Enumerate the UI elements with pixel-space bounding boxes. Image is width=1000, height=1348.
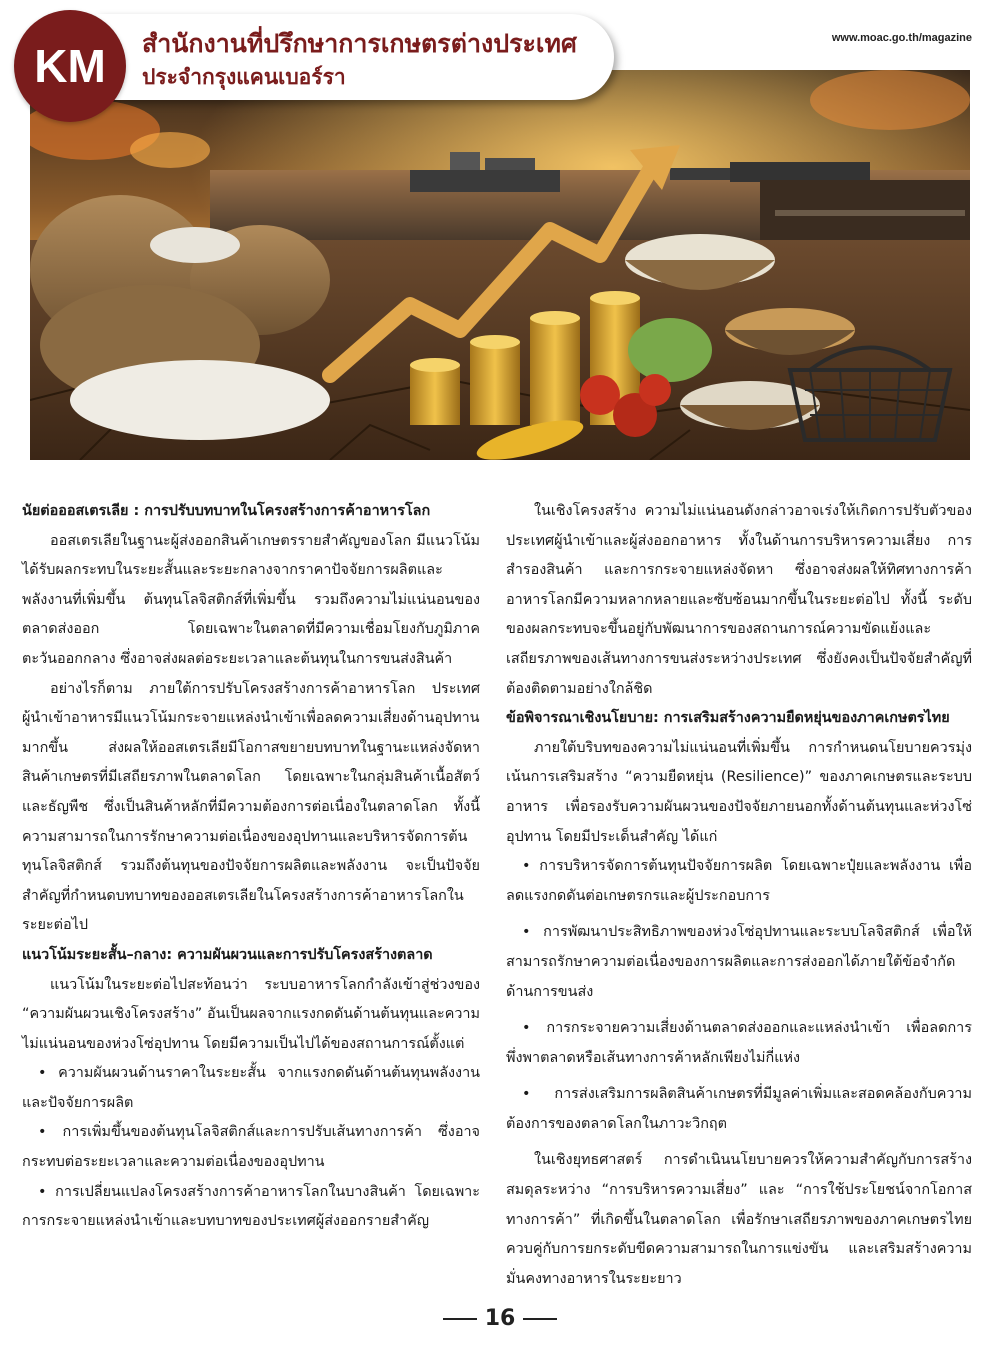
website-link[interactable]: www.moac.go.th/magazine (831, 32, 972, 44)
paragraph: แนวโน้มในระยะต่อไปสะท้อนว่า ระบบอาหารโลกกำลังเข้าสู่ช่วงของ “ความผันผวนเชิงโครงสร้าง” อันเป็นผลจากแรงกดดันด้านต้นทุนและความไม่แน่นอนของห่วงโซ่อุปทาน โดยมีความเป็นไปได้ของสถานการณ์ตั้งแต่ (22, 976, 480, 1052)
hero-illustration (30, 70, 970, 460)
page-number-dash-right (523, 1318, 557, 1320)
right-column (506, 497, 972, 1294)
left-column (22, 497, 480, 1237)
bullet-item: • การส่งเสริมการผลิตสินค้าเกษตรที่มีมูลค่าเพิ่มและสอดคล้องกับความต้องการของตลาดโลกในภาวะวิกฤต (506, 1086, 972, 1132)
paragraph: ในเชิงโครงสร้าง ความไม่แน่นอนดังกล่าวอาจเร่งให้เกิดการปรับตัวของประเทศผู้นำเข้าและผู้ส่งออกอาหาร ทั้งในด้านการบริหารความเสี่ยง การสำรองสินค้า และการกระจายแหล่งจัดหา ซึ่งอาจส่งผลให้ทิศทางการค้าอาหารโลกมีความหลากหลายและซับซ้อนมากขึ้นในระยะต่อไป ทั้งนี้ ระดับของผลกระทบจะขึ้นอยู่กับพัฒนาการของสถานการณ์ความขัดแย้งและเสถียรภาพของเส้นทางการขนส่งระหว่างประเทศ ซึ่งยังคงเป็นปัจจัยสำคัญที่ต้องติดตามอย่างใกล้ชิด (506, 503, 972, 697)
paragraph: ภายใต้บริบทของความไม่แน่นอนที่เพิ่มขึ้น การกำหนดนโยบายควรมุ่งเน้นการเสริมสร้าง “ความยืดหยุ่น (Resilience)” ของภาคเกษตรและระบบอาหาร เพื่อรองรับความผันผวนของปัจจัยภายนอกทั้งด้านต้นทุนและห่วงโซ่อุปทาน โดยมีประเด็นสำคัญ ได้แก่ (506, 739, 972, 845)
page-number (0, 1306, 1000, 1331)
section-heading: นัยต่อออสเตรเลีย : การปรับบทบาทในโครงสร้างการค้าอาหารโลก (22, 503, 431, 519)
paragraph: อย่างไรก็ตาม ภายใต้การปรับโครงสร้างการค้าอาหารโลก ประเทศผู้นำเข้าอาหารมีแนวโน้มกระจายแหล่งนำเข้าเพื่อลดความเสี่ยงด้านอุปทานมากขึ้น ส่งผลให้ออสเตรเลียมีโอกาสขยายบทบาทในฐานะแหล่งจัดหาสินค้าเกษตรที่มีเสถียรภาพในตลาดโลก โดยเฉพาะในกลุ่มสินค้าเนื้อสัตว์และธัญพืช ซึ่งเป็นสินค้าหลักที่มีความต้องการต่อเนื่องในตลาดโลก ทั้งนี้ ความสามารถในการรักษาความต่อเนื่องของอุปทานและบริหารจัดการต้นทุนโลจิสติกส์ รวมถึงต้นทุนของปัจจัยการผลิตและพลังงาน จะเป็นปัจจัยสำคัญที่กำหนดบทบาทของออสเตรเลียในโครงสร้างการค้าอาหารโลกในระยะต่อไป (22, 680, 480, 934)
office-subtitle: ประจำกรุงแคนเบอร์รา (142, 65, 346, 89)
title-banner (96, 14, 614, 100)
office-title: สำนักงานที่ปรึกษาการเกษตรต่างประเทศ (142, 29, 577, 58)
bullet-item: • การเปลี่ยนแปลงโครงสร้างการค้าอาหารโลกในบางสินค้า โดยเฉพาะการกระจายแหล่งนำเข้าและบทบาทของประเทศผู้ส่งออกรายสำคัญ (22, 1183, 480, 1230)
section-heading: ข้อพิจารณาเชิงนโยบาย: การเสริมสร้างความยืดหยุ่นของภาคเกษตรไทย (506, 710, 950, 727)
page-number-value: 16 (484, 1306, 516, 1331)
paragraph: ในเชิงยุทธศาสตร์ การดำเนินนโยบายควรให้ความสำคัญกับการสร้างสมดุลระหว่าง “การบริหารความเสี่ยง” และ “การใช้ประโยชน์จากโอกาสทางการค้า” ที่เกิดขึ้นในตลาดโลก เพื่อรักษาเสถียรภาพของภาคเกษตรไทย ควบคู่กับการยกระดับขีดความสามารถในการแข่งขัน และเสริมสร้างความมั่นคงทางอาหารในระยะยาว (506, 1152, 972, 1287)
paragraph: ออสเตรเลียในฐานะผู้ส่งออกสินค้าเกษตรรายสำคัญของโลก มีแนวโน้มได้รับผลกระทบในระยะสั้นและระยะกลางจากราคาปัจจัยการผลิตและพลังงานที่เพิ่มขึ้น ต้นทุนโลจิสติกส์ที่เพิ่มขึ้น รวมถึงความไม่แน่นอนของตลาดส่งออก โดยเฉพาะในตลาดที่มีความเชื่อมโยงกับภูมิภาคตะวันออกกลาง ซึ่งอาจส่งผลต่อระยะเวลาและต้นทุนในการขนส่งสินค้า (22, 532, 480, 667)
bullet-item: • การบริหารจัดการต้นทุนปัจจัยการผลิต โดยเฉพาะปุ๋ยและพลังงาน เพื่อลดแรงกดดันต่อเกษตรกรและผู้ประกอบการ (506, 858, 972, 904)
km-logo: KM (14, 10, 126, 122)
bullet-item: • ความผันผวนด้านราคาในระยะสั้น จากแรงกดดันด้านต้นทุนพลังงานและปัจจัยการผลิต (22, 1065, 480, 1111)
burlap-sack-icon (30, 195, 330, 440)
section-heading: แนวโน้มระยะสั้น–กลาง: ความผันผวนและการปรับโครงสร้างตลาด (22, 946, 433, 963)
bullet-item: • การเพิ่มขึ้นของต้นทุนโลจิสติกส์และการปรับเส้นทางการค้า ซึ่งอาจกระทบต่อระยะเวลาและความต่อเนื่องของอุปทาน (22, 1124, 480, 1171)
hero-scene (30, 70, 970, 460)
page-number-dash-left (443, 1318, 477, 1320)
bullet-item: • การพัฒนาประสิทธิภาพของห่วงโซ่อุปทานและระบบโลจิสติกส์ เพื่อให้สามารถรักษาความต่อเนื่องของการผลิตและการส่งออกได้ภายใต้ข้อจำกัดด้านการขนส่ง (506, 924, 972, 1000)
bullet-item: • การกระจายความเสี่ยงด้านตลาดส่งออกและแหล่งนำเข้า เพื่อลดการพึ่งพาตลาดหรือเส้นทางการค้าหลักเพียงไม่กี่แห่ง (506, 1020, 972, 1066)
